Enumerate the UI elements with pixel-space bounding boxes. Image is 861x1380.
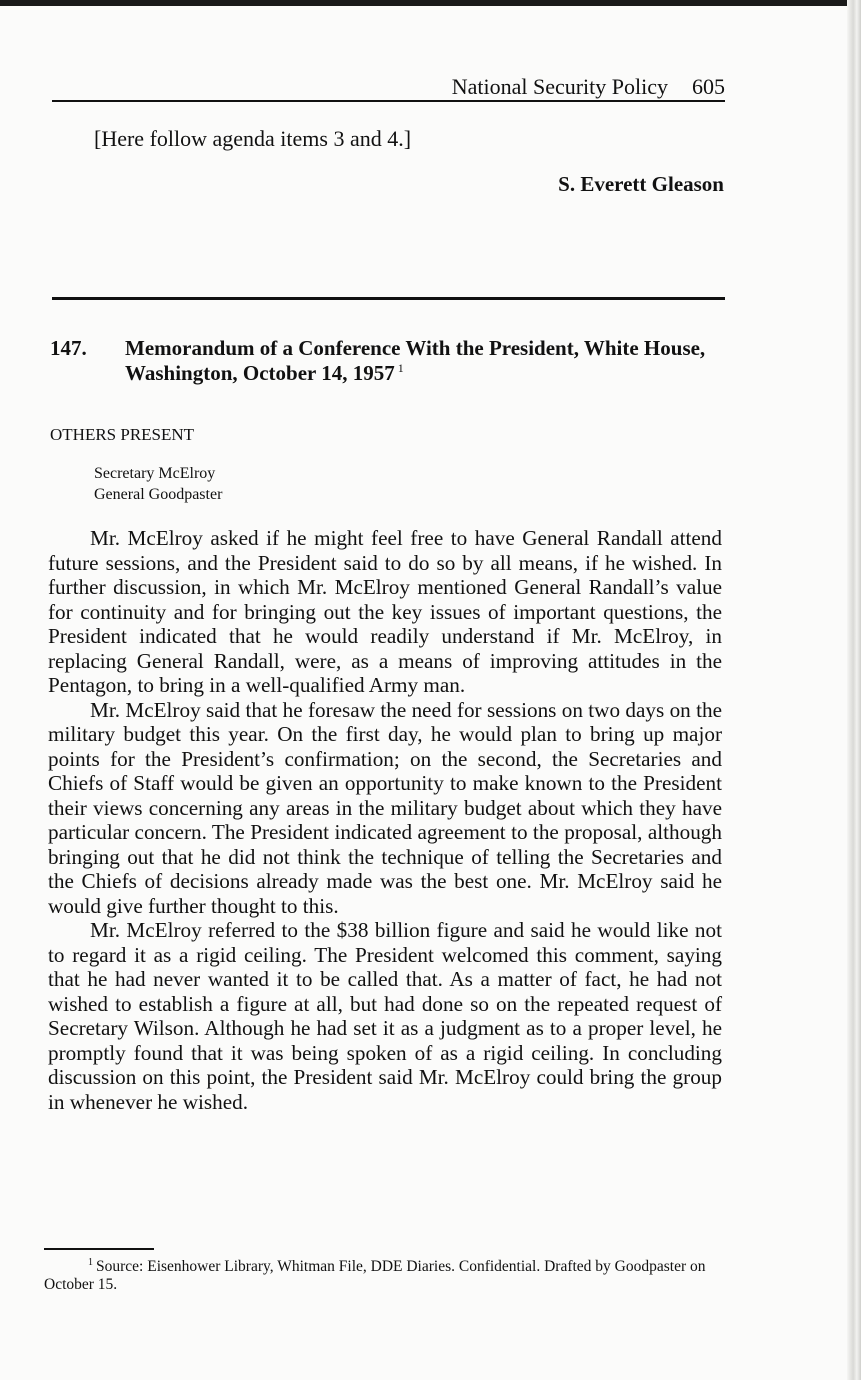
attendee: General Goodpaster xyxy=(94,486,223,503)
document-title-text: Memorandum of a Conference With the President, White House, Washington, October 14, 1957 xyxy=(125,336,706,385)
others-present-heading: OTHERS PRESENT xyxy=(50,425,195,444)
footnote-text: Source: Eisenhower Library, Whitman File, DDE Diaries. Confidential. Drafted by Goodpaster on October 15. xyxy=(44,1258,706,1293)
running-title: National Security Policy xyxy=(451,74,668,99)
page-top-edge xyxy=(0,0,861,6)
footnote-divider xyxy=(44,1248,154,1250)
section-divider xyxy=(52,297,725,300)
document-number: 147. xyxy=(50,336,87,360)
document-title xyxy=(125,336,725,386)
agenda-note: [Here follow agenda items 3 and 4.] xyxy=(94,126,412,151)
body-paragraph: Mr. McElroy said that he foresaw the need for sessions on two days on the military budget this year. On the first day, he would plan to bring up major points for the President’s confirmation; on the second, the Secretaries and Chiefs of Staff would be given an opportunity to make known to the President their views concerning any areas in the military budget about which they have particular concern. The President indicated agreement to the proposal, although bringing out that he did not think the technique of telling the Secretaries and the Chiefs of decisions already made was the best one. Mr. McElroy said he would give further thought to this. xyxy=(48,697,722,918)
body-paragraph: Mr. McElroy asked if he might feel free to have General Randall attend future sessions, and the President said to do so by all means, if he wished. In further discussion, in which Mr. McElroy mentioned General Randall’s value for continuity and for bringing out the key issues of important questions, the President indicated that he would readily understand if Mr. McElroy, in replacing General Randall, were, as a means of improving attitudes in the Pentagon, to bring in a well-qualified Army man. xyxy=(48,526,722,697)
signature: S. Everett Gleason xyxy=(558,172,724,196)
attendee: Secretary McElroy xyxy=(94,465,216,482)
running-header xyxy=(52,72,725,102)
body-paragraph: Mr. McElroy referred to the $38 billion figure and said he would like not to regard it as a rigid ceiling. The President welcomed this comment, saying that he had never wanted it to be called that. As a matter of fact, he had not wished to establish a figure at all, but had done so on the repeated request of Secretary Wilson. Although he had set it as a judgment as to a proper level, he promptly found that it was being spoken of as a rigid ceiling. In concluding discussion on this point, the President said Mr. McElroy could bring the group in whenever he wished. xyxy=(48,918,722,1114)
footnote xyxy=(44,1258,724,1294)
attendee-list xyxy=(94,463,222,505)
page-binding-edge xyxy=(847,0,861,1380)
footnote-marker: 1 xyxy=(88,1257,93,1268)
memorandum-body xyxy=(48,526,722,1114)
page-number: 605 xyxy=(692,74,725,99)
footnote-reference: 1 xyxy=(397,361,404,375)
